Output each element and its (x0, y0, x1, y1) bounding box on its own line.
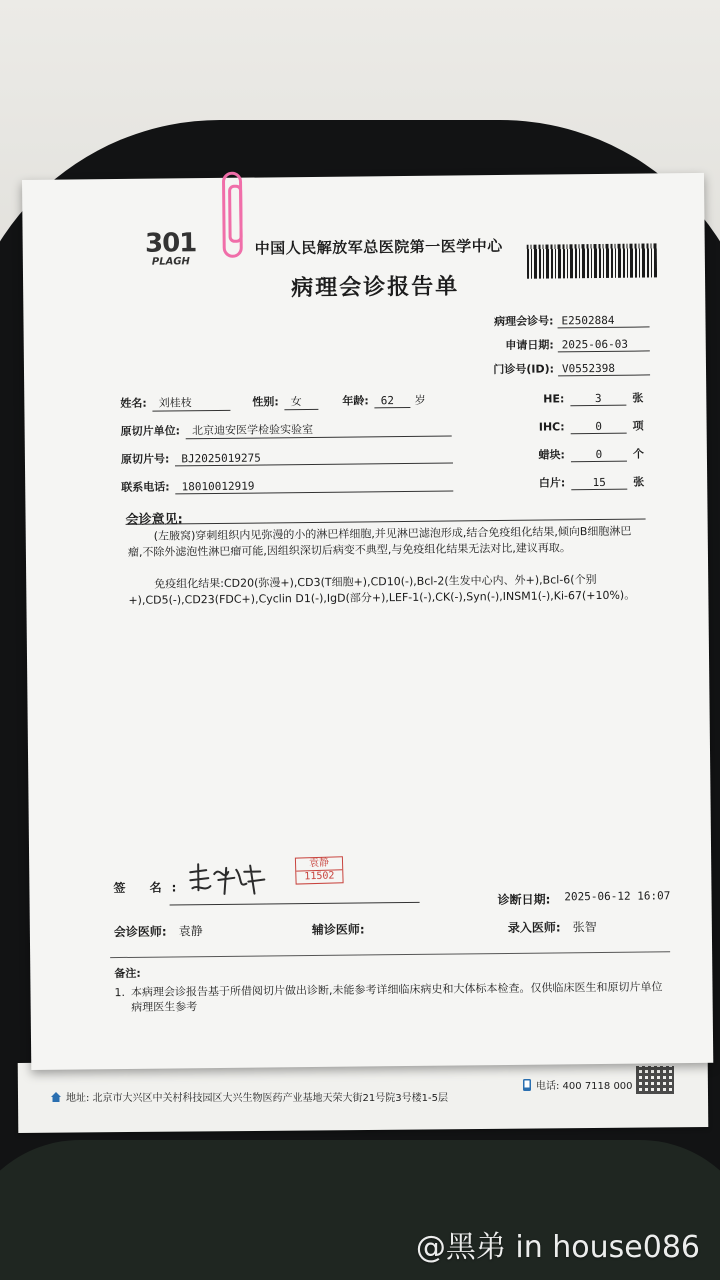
consult-number-row: 病理会诊号: E2502884 (481, 311, 649, 329)
patient-age: 62 (375, 394, 411, 408)
ihc-results-text: 免疫组化结果:CD20(弥漫+),CD3(T细胞+),CD10(-),Bcl-2(生发中心内、外+),Bcl-6(个别+),CD5(-),CD23(FDC+),Cyclin D1(-),IgD(部分+),LEF-1(-),CK(-),Syn(-),INSM1(-),Ki-67(+10%)。 (128, 573, 636, 607)
consult-number: E2502884 (557, 313, 649, 328)
count-he: HE: 3 张 (543, 391, 644, 406)
signature-line (170, 902, 420, 906)
patient-gender-field: 性别: 女 (252, 393, 319, 411)
signature-label: 签 名: (113, 880, 187, 896)
qr-code (636, 1066, 674, 1094)
notes-item-text: 本病理会诊报告基于所借阅切片做出诊断,未能参考详细临床病史和大体标本检查。仅供临床医生和原切片单位病理医生参考 (130, 980, 663, 1014)
notes-label: 备注: (114, 966, 141, 981)
apply-date: 2025-06-03 (558, 337, 650, 352)
phone-field: 联系电话: 18010012919 (121, 475, 454, 494)
watermark: @黑弟 in house086 (415, 1230, 700, 1265)
slide-number-field: 原切片号: BJ2025019275 (121, 447, 454, 466)
consult-doctor-row: 会诊医师: 袁静 (113, 924, 203, 940)
outpatient-row: 门诊号(ID): V0552398 (482, 359, 650, 377)
hospital-logo: 301 PLAGH (144, 228, 197, 268)
count-white-slide: 白片: 15 张 (538, 475, 645, 490)
opinion-text: (左腋窝)穿刺组织内见弥漫的小的淋巴样细胞,并见淋巴滤泡形成,结合免疫组化结果,倾向B细胞淋巴瘤,不除外滤泡性淋巴瘤可能,因组织深切后病变不典型,与免疫组化结果无法对比,建议再取。 (127, 524, 632, 559)
consult-doctor: 袁静 (178, 924, 203, 939)
report-title: 病理会诊报告单 (291, 274, 460, 302)
outpatient-id: V0552398 (558, 361, 650, 376)
apply-date-row: 申请日期: 2025-06-03 (482, 335, 650, 353)
patient-name: 刘桂枝 (153, 394, 231, 412)
count-wax-block: 蜡块: 0 个 (538, 447, 644, 462)
count-ihc: IHC: 0 项 (538, 419, 644, 434)
hospital-name: 中国人民解放军总医院第一医学中心 (254, 236, 503, 258)
slide-unit: 北京迪安医学检验实验室 (186, 420, 452, 440)
patient-age-field: 年龄: 62 岁 (342, 393, 426, 408)
barcode (527, 243, 657, 278)
slide-number: BJ2025019275 (175, 449, 453, 466)
assist-doctor-row: 辅诊医师: (311, 922, 365, 938)
patient-name-field: 姓名: 刘桂枝 (120, 394, 231, 412)
contact-phone: 18010012919 (176, 477, 454, 494)
home-icon (50, 1091, 62, 1103)
doctor-seal: 袁静 11502 (295, 856, 344, 884)
patient-gender: 女 (285, 393, 319, 410)
entry-doctor-row: 录入医师: 张智 (507, 920, 597, 935)
slide-unit-field: 原切片单位: 北京迪安医学检验实验室 (121, 420, 453, 440)
notes-divider (110, 951, 670, 958)
diagnosis-date: 2025-06-12 16:07 (564, 889, 671, 904)
entry-doctor: 张智 (572, 920, 597, 935)
phone-icon (522, 1079, 532, 1091)
footer-address (50, 1089, 448, 1104)
footer-address-text: 地址: 北京市大兴区中关村科技园区大兴生物医药产业基地天荣大街21号院3号楼1-5层 (66, 1093, 448, 1104)
diagnosis-date-row: 诊断日期: 2025-06-12 16:07 (497, 889, 671, 908)
report-sheet (22, 173, 713, 1070)
handwritten-signature (184, 859, 274, 900)
footer-phone (522, 1077, 633, 1092)
footer-phone-text: 电话: 400 7118 000 (536, 1081, 633, 1092)
opinion-label: 会诊意见: (125, 512, 183, 528)
notes-item: 1. 本病理会诊报告基于所借阅切片做出诊断,未能参考详细临床病史和大体标本检查。仅供临床医生和原切片单位病理医生参考 (114, 979, 666, 1015)
paperclip (222, 172, 243, 258)
